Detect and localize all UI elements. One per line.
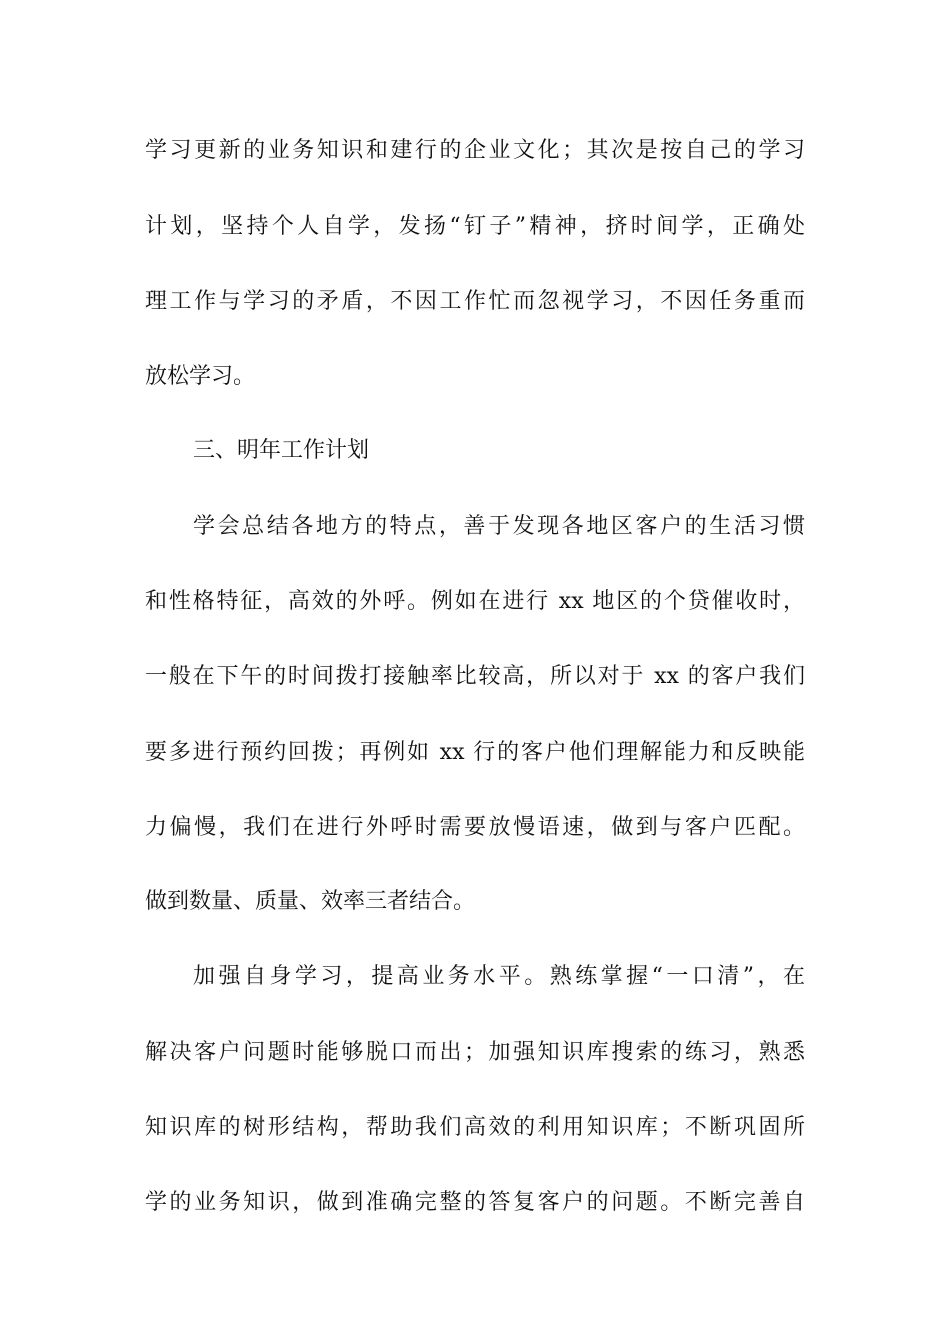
section-heading: 三、明年工作计划 <box>193 438 370 463</box>
text-line: 要多进行预约回拨；再例如 xx 行的客户他们理解能力和反映能 <box>145 740 805 765</box>
text-line: 加强自身学习，提高业务水平。熟练掌握“一口清”，在 <box>193 964 805 989</box>
text-line: 和性格特征，高效的外呼。例如在进行 xx 地区的个贷催收时， <box>145 589 805 614</box>
text-line: 力偏慢，我们在进行外呼时需要放慢语速，做到与客户匹配。 <box>145 815 805 840</box>
text-line: 做到数量、质量、效率三者结合。 <box>145 889 476 914</box>
text-line: 学习更新的业务知识和建行的企业文化；其次是按自己的学习 <box>145 138 805 163</box>
text-line: 解决客户问题时能够脱口而出；加强知识库搜索的练习，熟悉 <box>145 1040 805 1065</box>
text-line: 一般在下午的时间拨打接触率比较高，所以对于 xx 的客户我们 <box>145 664 805 689</box>
text-line: 学的业务知识，做到准确完整的答复客户的问题。不断完善自 <box>145 1190 805 1215</box>
text-line: 计划，坚持个人自学，发扬“钉子”精神，挤时间学，正确处 <box>145 214 805 239</box>
text-line: 知识库的树形结构，帮助我们高效的利用知识库；不断巩固所 <box>145 1115 805 1140</box>
text-line: 学会总结各地方的特点，善于发现各地区客户的生活习惯 <box>193 514 805 539</box>
text-line: 理工作与学习的矛盾，不因工作忙而忽视学习，不因任务重而 <box>145 289 805 314</box>
text-line: 放松学习。 <box>145 364 256 389</box>
